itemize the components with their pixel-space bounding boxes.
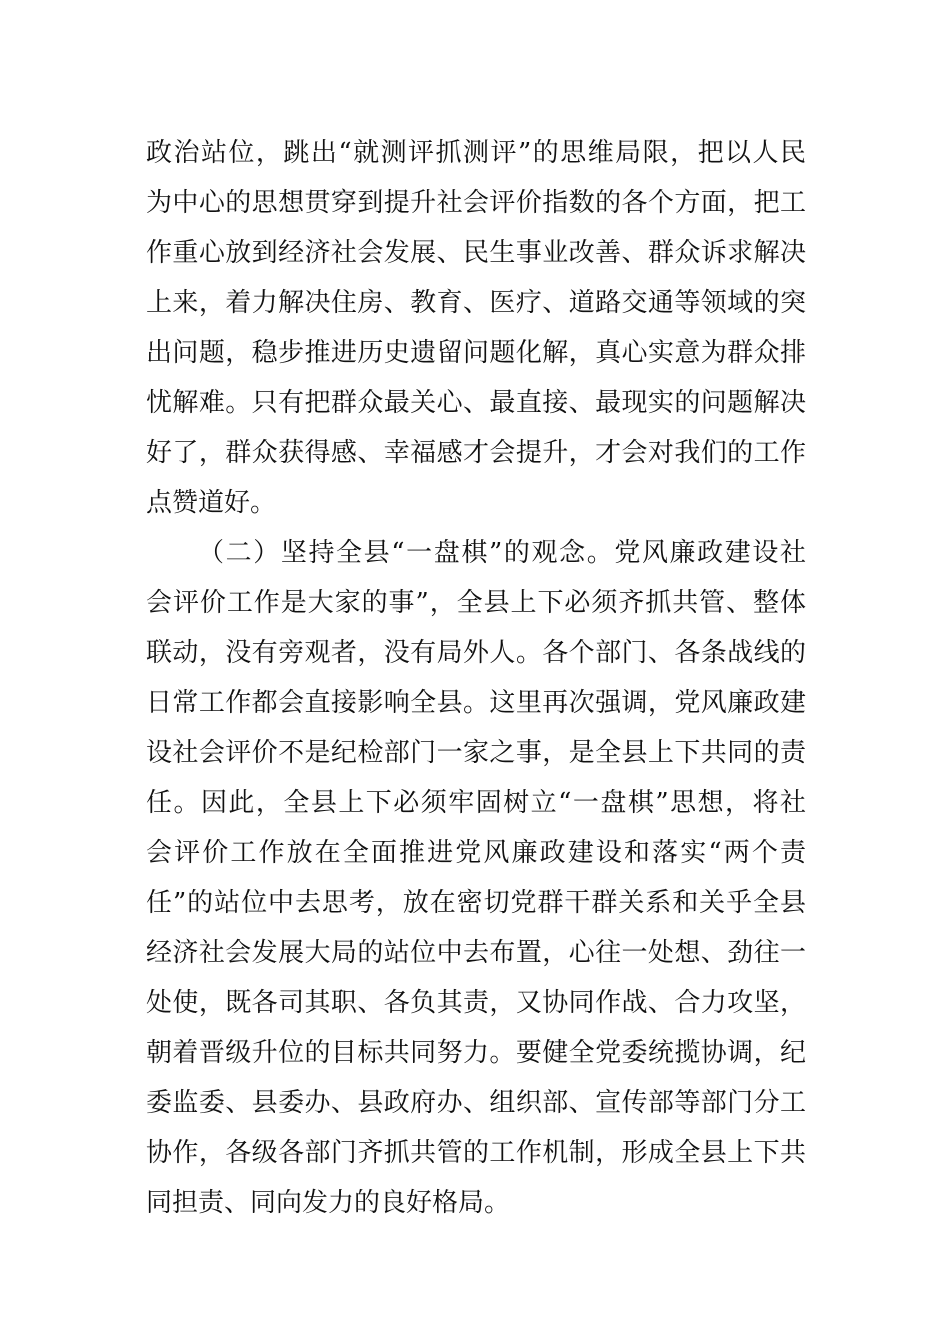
paragraph-2-line-8: 任”的站位中去思考，放在密切党群干群关系和关乎全县 — [146, 888, 806, 918]
paragraph-2-line-11: 朝着晋级升位的目标共同努力。要健全党委统揽协调，纪 — [146, 1038, 806, 1068]
paragraph-2-line-14: 同担责、同向发力的良好格局。 — [146, 1188, 511, 1218]
paragraph-2-line-7: 会评价工作放在全面推进党风廉政建设和落实“两个责 — [146, 838, 806, 868]
paragraph-2-line-4: 日常工作都会直接影响全县。这里再次强调，党风廉政建 — [146, 688, 806, 718]
paragraph-2-line-12: 委监委、县委办、县政府办、组织部、宣传部等部门分工 — [146, 1088, 806, 1118]
paragraph-2-line-1: （二）坚持全县“一盘棋”的观念。党风廉政建设社 — [198, 538, 806, 568]
paragraph-1-line-7: 好了，群众获得感、幸福感才会提升，才会对我们的工作 — [146, 438, 806, 468]
paragraph-1-line-3: 作重心放到经济社会发展、民生事业改善、群众诉求解决 — [146, 238, 806, 268]
paragraph-1-line-1: 政治站位，跳出“就测评抓测评”的思维局限，把以人民 — [146, 138, 806, 168]
paragraph-1-line-4: 上来，着力解决住房、教育、医疗、道路交通等领域的突 — [146, 288, 806, 318]
paragraph-2-line-5: 设社会评价不是纪检部门一家之事，是全县上下共同的责 — [146, 738, 806, 768]
paragraph-2-line-13: 协作，各级各部门齐抓共管的工作机制，形成全县上下共 — [146, 1138, 806, 1168]
paragraph-1-line-8: 点赞道好。 — [146, 488, 277, 518]
paragraph-1-line-2: 为中心的思想贯穿到提升社会评价指数的各个方面，把工 — [146, 188, 806, 218]
paragraph-1-line-6: 忧解难。只有把群众最关心、最直接、最现实的问题解决 — [146, 388, 806, 418]
paragraph-2-line-2: 会评价工作是大家的事”，全县上下必须齐抓共管、整体 — [146, 588, 806, 618]
paragraph-2-line-9: 经济社会发展大局的站位中去布置，心往一处想、劲往一 — [146, 938, 806, 968]
paragraph-2-line-6: 任。因此，全县上下必须牢固树立“一盘棋”思想，将社 — [146, 788, 806, 818]
paragraph-2-line-3: 联动，没有旁观者，没有局外人。各个部门、各条战线的 — [146, 638, 806, 668]
paragraph-1-line-5: 出问题，稳步推进历史遗留问题化解，真心实意为群众排 — [146, 338, 806, 368]
paragraph-2-line-10: 处使，既各司其职、各负其责，又协同作战、合力攻坚， — [146, 988, 806, 1018]
